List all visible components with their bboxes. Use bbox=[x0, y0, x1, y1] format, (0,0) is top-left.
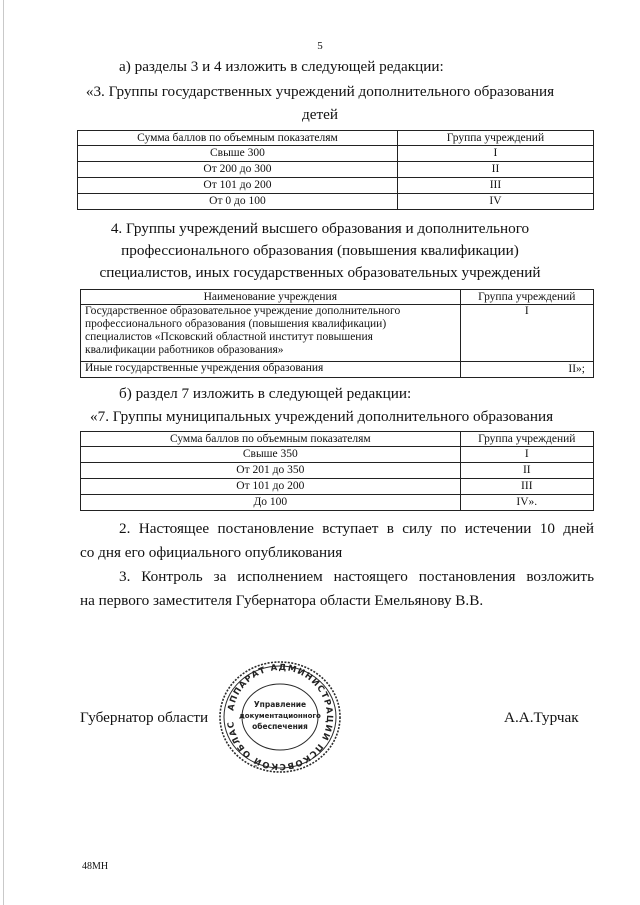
signatory-position: Губернатор области bbox=[80, 709, 209, 726]
official-seal bbox=[214, 659, 346, 775]
svg-text:АППАРАТ АДМИНИСТРАЦИИ ПСКОВСКО: АППАРАТ АДМИНИСТРАЦИИ ПСКОВСКОЙ ОБЛАС bbox=[226, 662, 335, 772]
table-row bbox=[78, 162, 594, 178]
table-header: Наименование учреждения bbox=[81, 290, 461, 305]
table-row bbox=[78, 194, 594, 210]
table-cell: II»; bbox=[460, 362, 593, 378]
table-row bbox=[81, 479, 594, 495]
table-cell: IV». bbox=[460, 495, 593, 511]
institution-line: профессионального образования (повышения квалификации) bbox=[85, 318, 387, 330]
table-cell: II bbox=[397, 162, 593, 178]
section3-title-line1: «3. Группы государственных учреждений дополнительного образования bbox=[85, 83, 555, 100]
table-header-row bbox=[81, 290, 594, 305]
institution-line: специалистов «Псковский областной институт повышения bbox=[85, 331, 373, 343]
table-cell: Иные государственные учреждения образования bbox=[81, 362, 461, 378]
paragraph-2-line1: 2. Настоящее постановление вступает в силу по истечении 10 дней bbox=[119, 520, 594, 537]
table-cell: Свыше 350 bbox=[81, 447, 461, 463]
table-cell: От 101 до 200 bbox=[81, 479, 461, 495]
scan-edge bbox=[3, 0, 4, 905]
table-row bbox=[78, 178, 594, 194]
intro-b: б) раздел 7 изложить в следующей редакции: bbox=[119, 385, 412, 402]
seal-stamp-icon bbox=[214, 659, 346, 775]
table-header-row bbox=[78, 131, 594, 146]
table-header: Группа учреждений bbox=[460, 432, 593, 447]
table-cell-institution bbox=[81, 305, 461, 362]
table-cell: До 100 bbox=[81, 495, 461, 511]
section3-table bbox=[77, 130, 594, 210]
table-header: Группа учреждений bbox=[397, 131, 593, 146]
institution-line: квалификации работников образования» bbox=[85, 344, 284, 356]
table-cell: От 201 до 350 bbox=[81, 463, 461, 479]
paragraph-3-line2: на первого заместителя Губернатора области Емельянову В.В. bbox=[80, 592, 484, 609]
table-header: Сумма баллов по объемным показателям bbox=[78, 131, 398, 146]
institution-line: Государственное образовательное учреждение дополнительного bbox=[85, 305, 401, 317]
section3-title-line2: детей bbox=[302, 106, 338, 123]
table-row bbox=[81, 447, 594, 463]
svg-text:Управление: Управление bbox=[253, 700, 307, 709]
paragraph-2-line2: со дня его официального опубликования bbox=[80, 544, 343, 561]
table-row bbox=[81, 463, 594, 479]
section7-title: «7. Группы муниципальных учреждений дополнительного образования bbox=[90, 408, 554, 425]
section4-table bbox=[80, 289, 594, 378]
svg-text:документационного: документационного bbox=[239, 712, 321, 720]
page-number: 5 bbox=[317, 40, 323, 52]
section7-table bbox=[80, 431, 594, 511]
table-cell: От 101 до 200 bbox=[78, 178, 398, 194]
intro-a: а) разделы 3 и 4 изложить в следующей редакции: bbox=[119, 58, 444, 75]
table-cell: I bbox=[397, 146, 593, 162]
table-cell: III bbox=[460, 479, 593, 495]
table-header-row bbox=[81, 432, 594, 447]
svg-text:обеспечения: обеспечения bbox=[252, 722, 308, 731]
table-cell: II bbox=[460, 463, 593, 479]
table-cell: От 200 до 300 bbox=[78, 162, 398, 178]
table-cell: I bbox=[460, 305, 593, 362]
footer-code: 48МН bbox=[82, 861, 109, 872]
section4-title-line3: специалистов, иных государственных образовательных учреждений bbox=[99, 264, 541, 281]
table-header: Группа учреждений bbox=[460, 290, 593, 305]
table-row bbox=[81, 305, 594, 362]
table-cell: III bbox=[397, 178, 593, 194]
table-cell: I bbox=[460, 447, 593, 463]
section4-title-line1: 4. Группы учреждений высшего образования и дополнительного bbox=[110, 220, 530, 237]
table-row bbox=[81, 495, 594, 511]
section4-title-line2: профессионального образования (повышения квалификации) bbox=[121, 242, 519, 259]
paragraph-3-line1: 3. Контроль за исполнением настоящего постановления возложить bbox=[119, 568, 594, 585]
table-header: Сумма баллов по объемным показателям bbox=[81, 432, 461, 447]
table-row bbox=[78, 146, 594, 162]
signatory-name: А.А.Турчак bbox=[504, 709, 579, 726]
table-row bbox=[81, 362, 594, 378]
table-cell: Свыше 300 bbox=[78, 146, 398, 162]
table-cell: IV bbox=[397, 194, 593, 210]
table-cell: От 0 до 100 bbox=[78, 194, 398, 210]
